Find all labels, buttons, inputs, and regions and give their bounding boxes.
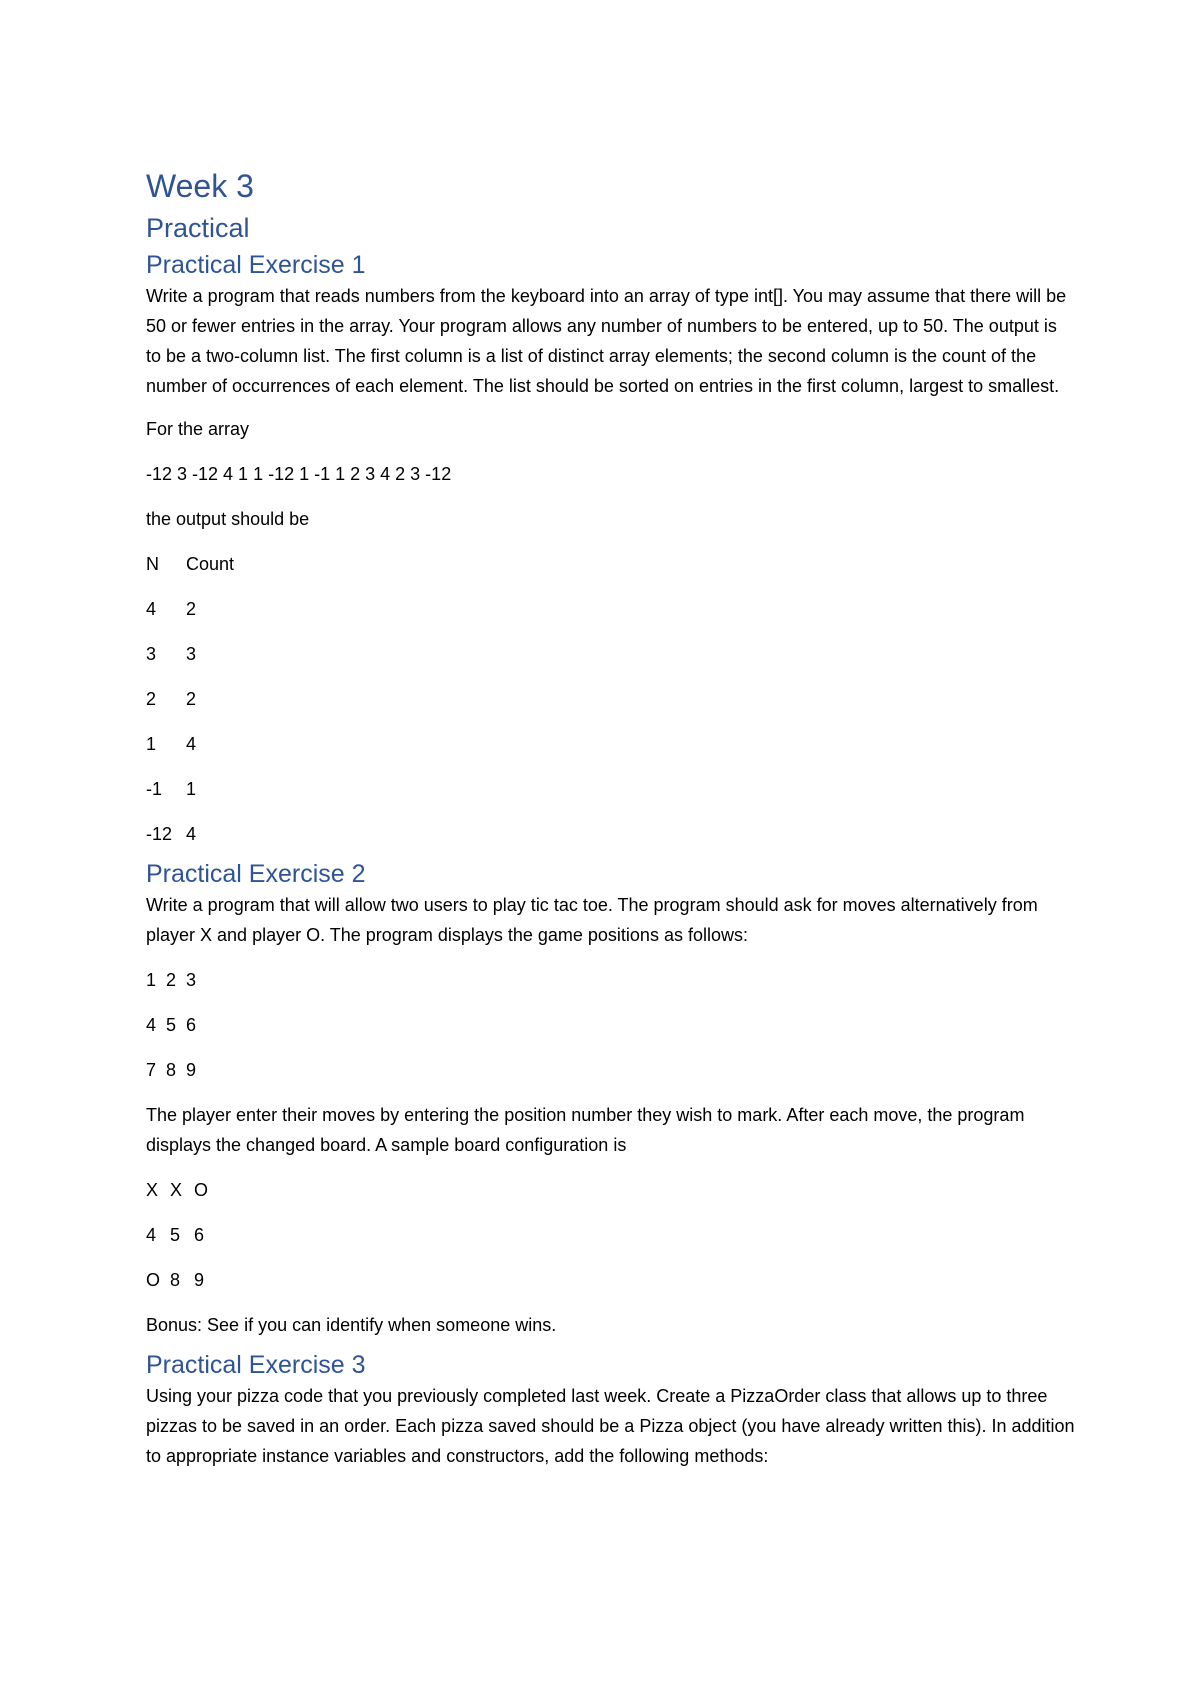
position-cell: 1 [146, 970, 157, 990]
document-body [146, 166, 1076, 1471]
output-table-row [146, 819, 1076, 849]
for-the-array-label: For the array [146, 419, 250, 439]
output-table-row [146, 774, 1076, 804]
sample-cell: 5 [170, 1225, 181, 1245]
row-count: 1 [186, 779, 197, 799]
output-table-row [146, 594, 1076, 624]
sample-cell: 4 [146, 1225, 157, 1245]
position-cell: 9 [186, 1060, 197, 1080]
position-cell: 3 [186, 970, 197, 990]
row-n: 2 [146, 689, 157, 709]
position-cell: 6 [186, 1015, 197, 1035]
sample-board-row [146, 1220, 1076, 1250]
position-row [146, 1010, 1076, 1040]
row-n: 3 [146, 644, 157, 664]
exercise-1-heading: Practical Exercise 1 [146, 251, 366, 279]
row-n: -1 [146, 779, 163, 799]
sample-board-row [146, 1175, 1076, 1205]
position-cell: 8 [166, 1060, 177, 1080]
position-cell: 7 [146, 1060, 157, 1080]
sample-cell: 6 [194, 1225, 205, 1245]
row-n: 4 [146, 599, 157, 619]
document-title: Week 3 [146, 168, 254, 204]
exercise-3-heading: Practical Exercise 3 [146, 1351, 366, 1379]
sample-cell: X [170, 1180, 183, 1200]
exercise-2-heading: Practical Exercise 2 [146, 860, 366, 888]
row-n: -12 [146, 824, 173, 844]
row-count: 3 [186, 644, 197, 664]
array-values: -12 3 -12 4 1 1 -12 1 -1 1 2 3 4 2 3 -12 [146, 464, 452, 484]
row-count: 2 [186, 599, 197, 619]
exercise-2-paragraph-2: The player enter their moves by entering the position number they wish to mark. After each move, the program displays the changed board. A sample board configuration is [146, 1105, 1025, 1155]
position-row [146, 965, 1076, 995]
sample-cell: 9 [194, 1270, 205, 1290]
position-cell: 2 [166, 970, 177, 990]
output-table-header [146, 549, 1076, 579]
row-n: 1 [146, 734, 157, 754]
sample-cell: O [146, 1270, 161, 1290]
header-count: Count [186, 554, 235, 574]
output-intro: the output should be [146, 509, 310, 529]
sample-cell: O [194, 1180, 209, 1200]
output-table-row [146, 729, 1076, 759]
position-cell: 5 [166, 1015, 177, 1035]
document-subtitle: Practical [146, 213, 250, 243]
exercise-3-paragraph: Using your pizza code that you previously completed last week. Create a PizzaOrder class that allows up to three pizzas to be saved in an order. Each pizza saved should be a Pizza object (you have already written this). In addition to appropriate instance variables and constructors, add the following methods: [146, 1386, 1075, 1466]
row-count: 4 [186, 824, 197, 844]
sample-cell: X [146, 1180, 159, 1200]
exercise-2-paragraph: Write a program that will allow two users to play tic tac toe. The program should ask for moves alternatively from player X and player O. The program displays the game positions as follows: [146, 895, 1038, 945]
output-table-row [146, 684, 1076, 714]
position-cell: 4 [146, 1015, 157, 1035]
output-table-row [146, 639, 1076, 669]
header-n: N [146, 554, 159, 574]
row-count: 4 [186, 734, 197, 754]
bonus-text: Bonus: See if you can identify when someone wins. [146, 1315, 557, 1335]
row-count: 2 [186, 689, 197, 709]
position-row [146, 1055, 1076, 1085]
exercise-1-paragraph: Write a program that reads numbers from the keyboard into an array of type int[]. You may assume that there will be 50 or fewer entries in the array. Your program allows any number of numbers to be entered, up to 50. The output is to be a two-column list. The first column is a list of distinct array elements; the second column is the count of the number of occurrences of each element. The list should be sorted on entries in the first column, largest to smallest. [146, 286, 1067, 396]
sample-cell: 8 [170, 1270, 181, 1290]
sample-board-row [146, 1265, 1076, 1295]
